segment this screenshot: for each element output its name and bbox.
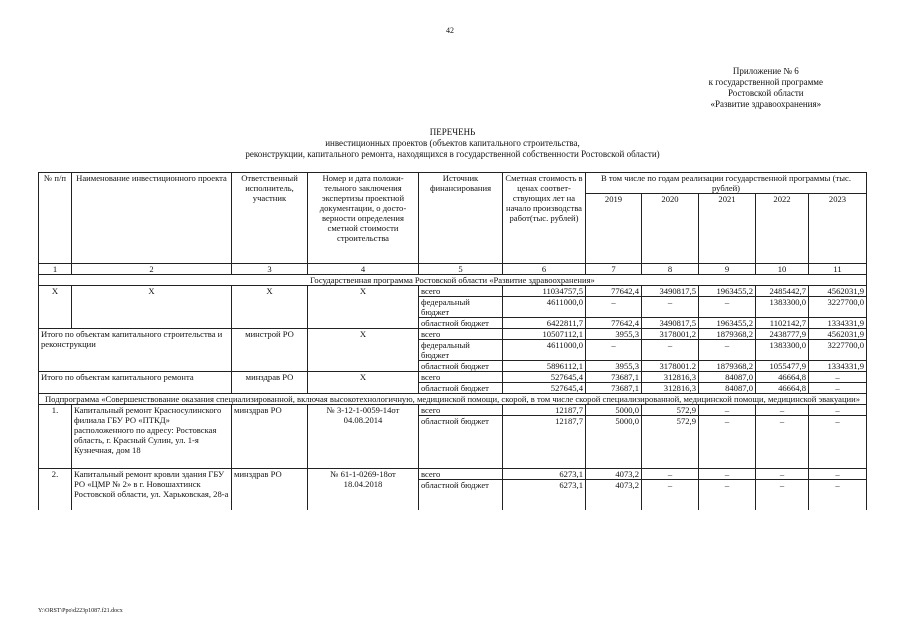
header-year: 2023	[809, 194, 867, 264]
cell-source: всего	[419, 405, 503, 416]
cell-expert: № 3-12-1-0059-14от 04.08.2014	[308, 405, 419, 469]
cell-num: 1.	[39, 405, 72, 469]
cell-cost: 6422811,7	[503, 318, 586, 329]
cell-2022: 2438777,9	[756, 329, 809, 340]
column-index: 2	[72, 264, 232, 275]
cell-2021: 1963455,2	[699, 286, 756, 297]
cell-cost: 12187,7	[503, 416, 586, 469]
investment-projects-table	[38, 172, 867, 510]
cell-2020: 572,9	[642, 405, 699, 416]
column-index: 4	[308, 264, 419, 275]
page-number: 42	[446, 26, 454, 35]
cell-exec: Х	[232, 286, 308, 329]
cell-2023: –	[809, 405, 867, 416]
cell-cost: 4611000,0	[503, 340, 586, 361]
appendix-line: «Развитие здравоохранения»	[710, 99, 822, 109]
cell-2019: –	[586, 340, 642, 361]
cell-exec: минстрой РО	[232, 329, 308, 372]
cell-name: Итого по объектам капитального строительства и реконструкции	[39, 329, 232, 372]
cell-cost: 527645,4	[503, 383, 586, 394]
cell-2023: 1334331,9	[809, 318, 867, 329]
cell-2020: 572,9	[642, 416, 699, 469]
cell-2019: –	[586, 297, 642, 318]
cell-expert: Х	[308, 329, 419, 372]
header-year: 2020	[642, 194, 699, 264]
cell-2023: –	[809, 416, 867, 469]
cell-name: Х	[72, 286, 232, 329]
cell-2023: –	[809, 372, 867, 383]
cell-2021: 1963455,2	[699, 318, 756, 329]
column-index: 5	[419, 264, 503, 275]
program-title: Государственная программа Ростовской области «Развитие здравоохранения»	[39, 275, 867, 286]
cell-num: Х	[39, 286, 72, 329]
cell-2020: –	[642, 480, 699, 510]
cell-2022: –	[756, 405, 809, 416]
column-index: 10	[756, 264, 809, 275]
column-index: 8	[642, 264, 699, 275]
cell-name: Итого по объектам капитального ремонта	[39, 372, 232, 394]
header-cost: Сметная стоимость в ценах соответ-ствующих лет на начало производства работ(тыс. рублей)	[503, 173, 586, 264]
cell-source: всего	[419, 372, 503, 383]
title-line: ПЕРЕЧЕНЬ	[429, 127, 476, 137]
cell-2019: 77642,4	[586, 286, 642, 297]
cell-source: федеральный бюджет	[419, 297, 503, 318]
cell-2021: –	[699, 416, 756, 469]
cell-source: областной бюджет	[419, 480, 503, 510]
cell-num: 2.	[39, 469, 72, 510]
cell-2019: 5000,0	[586, 405, 642, 416]
cell-2021: 84087,0	[699, 383, 756, 394]
cell-2021: –	[699, 297, 756, 318]
column-index: 1	[39, 264, 72, 275]
header-year: 2021	[699, 194, 756, 264]
subprogram-title-row	[39, 394, 867, 405]
header-years-group: В том числе по годам реализации государственной программы (тыс. рублей)	[586, 173, 867, 194]
document-title	[0, 127, 905, 160]
header-name: Наименование инвестиционного проекта	[72, 173, 232, 264]
cell-2022: 1055477,9	[756, 361, 809, 372]
cell-2021: –	[699, 405, 756, 416]
cell-cost: 12187,7	[503, 405, 586, 416]
cell-2022: 1383300,0	[756, 297, 809, 318]
cell-2023: 1334331,9	[809, 361, 867, 372]
cell-2023: 4562031,9	[809, 286, 867, 297]
cell-source: всего	[419, 329, 503, 340]
cell-2020: –	[642, 340, 699, 361]
cell-2023: 3227700,0	[809, 340, 867, 361]
cell-2022: 1102142,7	[756, 318, 809, 329]
header-num: № п/п	[39, 173, 72, 264]
cell-2022: –	[756, 480, 809, 510]
cell-expert: № 61-1-0269-18от 18.04.2018	[308, 469, 419, 510]
cell-source: всего	[419, 469, 503, 480]
cell-2020: 3178001.2	[642, 361, 699, 372]
cell-2021: 84087,0	[699, 372, 756, 383]
title-line: реконструкции, капитального ремонта, находящихся в государственной собственности Ростовской области)	[245, 149, 660, 159]
cell-2023: –	[809, 469, 867, 480]
file-path-footer: Y:\ORST\Ppo\d223p1087.f21.docx	[38, 608, 123, 614]
cell-2019: 4073,2	[586, 469, 642, 480]
table-row	[39, 405, 867, 416]
cell-2019: 73687,1	[586, 372, 642, 383]
cell-2019: 3955,3	[586, 361, 642, 372]
column-index: 6	[503, 264, 586, 275]
cell-exec: минздрав РО	[232, 469, 308, 510]
cell-2019: 73687,1	[586, 383, 642, 394]
cell-2021: 1879368,2	[699, 361, 756, 372]
cell-source: областной бюджет	[419, 361, 503, 372]
cell-source: областной бюджет	[419, 416, 503, 469]
cell-name: Капитальный ремонт Красносулинского филиала ГБУ РО «ПТКД» расположенного по адресу: Ростовская область, г. Красный Сулин, ул. 1-я Кузнечная, дом 18	[72, 405, 232, 469]
cell-2023: 3227700,0	[809, 297, 867, 318]
appendix-heading	[709, 66, 823, 110]
cell-2020: –	[642, 469, 699, 480]
cell-cost: 11034757,5	[503, 286, 586, 297]
cell-cost: 527645,4	[503, 372, 586, 383]
table-row	[39, 469, 867, 480]
cell-cost: 6273,1	[503, 480, 586, 510]
cell-2021: 1879368,2	[699, 329, 756, 340]
title-line: инвестиционных проектов (объектов капитального строительства,	[325, 138, 580, 148]
appendix-line: Приложение № 6	[732, 66, 799, 76]
column-index: 11	[809, 264, 867, 275]
cell-2020: 3490817,5	[642, 318, 699, 329]
column-index: 7	[586, 264, 642, 275]
cell-2020: 312816,3	[642, 383, 699, 394]
cell-2022: –	[756, 416, 809, 469]
cell-2022: 1383300,0	[756, 340, 809, 361]
table-row	[39, 372, 867, 383]
header-exec: Ответственный исполнитель, участник	[232, 173, 308, 264]
cell-cost: 4611000,0	[503, 297, 586, 318]
cell-2023: 4562031,9	[809, 329, 867, 340]
header-source: Источник финансирования	[419, 173, 503, 264]
cell-cost: 10507112,1	[503, 329, 586, 340]
cell-source: областной бюджет	[419, 383, 503, 394]
cell-exec: минздрав РО	[232, 372, 308, 394]
header-expert: Номер и дата положи-тельного заключения экспертизы проектной документации, о досто-верности определения сметной стоимости строительства	[308, 173, 419, 264]
appendix-line: к государственной программе	[708, 77, 823, 87]
column-index: 9	[699, 264, 756, 275]
cell-expert: Х	[308, 286, 419, 329]
cell-source: федеральный бюджет	[419, 340, 503, 361]
column-index: 3	[232, 264, 308, 275]
cell-name: Капитальный ремонт кровли здания ГБУ РО «ЦМР № 2» в г. Новошахтинск Ростовской области, ул. Харьковская, 28-а	[72, 469, 232, 510]
cell-2022: 2485442,7	[756, 286, 809, 297]
table-row	[39, 329, 867, 340]
cell-2020: 312816,3	[642, 372, 699, 383]
cell-cost: 5896112,1	[503, 361, 586, 372]
cell-2019: 3955,3	[586, 329, 642, 340]
cell-2022: 46664,8	[756, 372, 809, 383]
subprogram-title: Подпрограмма «Совершенствование оказания специализированной, включая высокотехнологичную, медицинской помощи, скорой, в том числе скорой специализированной, медицинской помощи, медицинской эвакуации»	[39, 394, 867, 405]
cell-2022: –	[756, 469, 809, 480]
cell-2020: 3490817,5	[642, 286, 699, 297]
cell-exec: минздрав РО	[232, 405, 308, 469]
cell-cost: 6273,1	[503, 469, 586, 480]
header-row	[39, 173, 867, 194]
program-title-row	[39, 275, 867, 286]
cell-2019: 5000,0	[586, 416, 642, 469]
cell-2020: 3178001,2	[642, 329, 699, 340]
cell-expert: Х	[308, 372, 419, 394]
column-index-row	[39, 264, 867, 275]
cell-2023: –	[809, 383, 867, 394]
table-row	[39, 286, 867, 297]
cell-2022: 46664,8	[756, 383, 809, 394]
cell-2021: –	[699, 469, 756, 480]
header-year: 2022	[756, 194, 809, 264]
header-year: 2019	[586, 194, 642, 264]
cell-source: всего	[419, 286, 503, 297]
cell-2020: –	[642, 297, 699, 318]
cell-2021: –	[699, 340, 756, 361]
cell-2019: 77642,4	[586, 318, 642, 329]
cell-source: областной бюджет	[419, 318, 503, 329]
cell-2023: –	[809, 480, 867, 510]
cell-2021: –	[699, 480, 756, 510]
cell-2019: 4073,2	[586, 480, 642, 510]
appendix-line: Ростовской области	[728, 88, 804, 98]
